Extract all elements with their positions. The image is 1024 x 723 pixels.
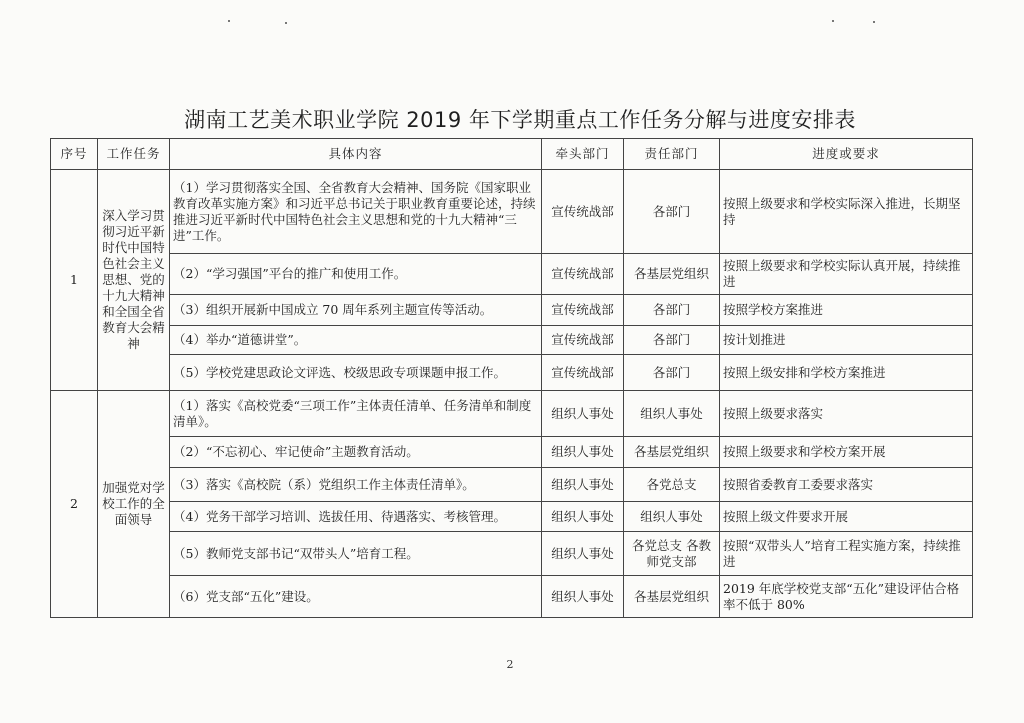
header-progress: 进度或要求 <box>720 139 973 170</box>
table-row <box>51 254 973 295</box>
resp-dept-cell: 各基层党组织 <box>624 437 720 468</box>
task-table <box>50 138 973 618</box>
header-lead-dept: 牵头部门 <box>542 139 624 170</box>
progress-cell: 按照上级安排和学校方案推进 <box>720 355 973 391</box>
header-resp-dept: 责任部门 <box>624 139 720 170</box>
progress-cell: 按照上级要求和学校方案开展 <box>720 437 973 468</box>
resp-dept-cell: 各部门 <box>624 295 720 326</box>
resp-dept-cell: 组织人事处 <box>624 391 720 437</box>
progress-cell: 按照上级要求和学校实际深入推进，长期坚持 <box>720 170 973 254</box>
table-row <box>51 576 973 618</box>
lead-dept-cell: 组织人事处 <box>542 468 624 502</box>
content-cell: （1）学习贯彻落实全国、全省教育大会精神、国务院《国家职业教育改革实施方案》和习近平总书记关于职业教育重要论述，持续推进习近平新时代中国特色社会主义思想和党的十九大精神“三进”工作。 <box>170 170 542 254</box>
lead-dept-cell: 宣传统战部 <box>542 355 624 391</box>
resp-dept-cell: 各党总支 各教师党支部 <box>624 532 720 576</box>
header-row <box>51 139 973 170</box>
lead-dept-cell: 组织人事处 <box>542 391 624 437</box>
table-row <box>51 502 973 532</box>
scan-speck <box>873 21 875 23</box>
content-cell: （2）“不忘初心、牢记使命”主题教育活动。 <box>170 437 542 468</box>
resp-dept-cell: 组织人事处 <box>624 502 720 532</box>
progress-cell: 按照上级要求和学校实际认真开展，持续推进 <box>720 254 973 295</box>
table-row <box>51 326 973 355</box>
progress-cell: 按照上级文件要求开展 <box>720 502 973 532</box>
progress-cell: 按照省委教育工委要求落实 <box>720 468 973 502</box>
content-cell: （1）落实《高校党委“三项工作”主体责任清单、任务清单和制度清单》。 <box>170 391 542 437</box>
content-cell: （5）教师党支部书记“双带头人”培育工程。 <box>170 532 542 576</box>
lead-dept-cell: 宣传统战部 <box>542 170 624 254</box>
table-row <box>51 170 973 254</box>
table-row <box>51 355 973 391</box>
resp-dept-cell: 各基层党组织 <box>624 576 720 618</box>
content-cell: （4）举办“道德讲堂”。 <box>170 326 542 355</box>
resp-dept-cell: 各部门 <box>624 355 720 391</box>
content-cell: （6）党支部“五化”建设。 <box>170 576 542 618</box>
scan-speck <box>285 22 287 24</box>
page-number: 2 <box>506 658 514 671</box>
resp-dept-cell: 各党总支 <box>624 468 720 502</box>
content-cell: （4）党务干部学习培训、选拔任用、待遇落实、考核管理。 <box>170 502 542 532</box>
lead-dept-cell: 组织人事处 <box>542 532 624 576</box>
resp-dept-cell: 各基层党组织 <box>624 254 720 295</box>
scan-speck <box>228 20 230 22</box>
lead-dept-cell: 宣传统战部 <box>542 254 624 295</box>
content-cell: （5）学校党建思政论文评选、校级思政专项课题申报工作。 <box>170 355 542 391</box>
table-row <box>51 468 973 502</box>
table-row <box>51 532 973 576</box>
lead-dept-cell: 宣传统战部 <box>542 295 624 326</box>
content-cell: （3）落实《高校院（系）党组织工作主体责任清单》。 <box>170 468 542 502</box>
header-seq: 序号 <box>51 139 98 170</box>
lead-dept-cell: 组织人事处 <box>542 576 624 618</box>
progress-cell: 按计划推进 <box>720 326 973 355</box>
header-content: 具体内容 <box>170 139 542 170</box>
lead-dept-cell: 组织人事处 <box>542 502 624 532</box>
table-row <box>51 295 973 326</box>
content-cell: （2）“学习强国”平台的推广和使用工作。 <box>170 254 542 295</box>
progress-cell: 按照“双带头人”培育工程实施方案，持续推进 <box>720 532 973 576</box>
progress-cell: 2019 年底学校党支部“五化”建设评估合格率不低于 80% <box>720 576 973 618</box>
group-seq: 2 <box>51 391 98 618</box>
lead-dept-cell: 宣传统战部 <box>542 326 624 355</box>
table-row <box>51 437 973 468</box>
table-row <box>51 391 973 437</box>
group-seq: 1 <box>51 170 98 391</box>
group-task: 加强党对学校工作的全面领导 <box>98 391 170 618</box>
resp-dept-cell: 各部门 <box>624 326 720 355</box>
header-task: 工作任务 <box>98 139 170 170</box>
document-title: 湖南工艺美术职业学院 2019 年下学期重点工作任务分解与进度安排表 <box>184 108 856 132</box>
scan-speck <box>832 20 834 22</box>
content-cell: （3）组织开展新中国成立 70 周年系列主题宣传等活动。 <box>170 295 542 326</box>
progress-cell: 按照学校方案推进 <box>720 295 973 326</box>
group-task: 深入学习贯彻习近平新时代中国特色社会主义思想、党的十九大精神和全国全省教育大会精神 <box>98 170 170 391</box>
lead-dept-cell: 组织人事处 <box>542 437 624 468</box>
resp-dept-cell: 各部门 <box>624 170 720 254</box>
progress-cell: 按照上级要求落实 <box>720 391 973 437</box>
